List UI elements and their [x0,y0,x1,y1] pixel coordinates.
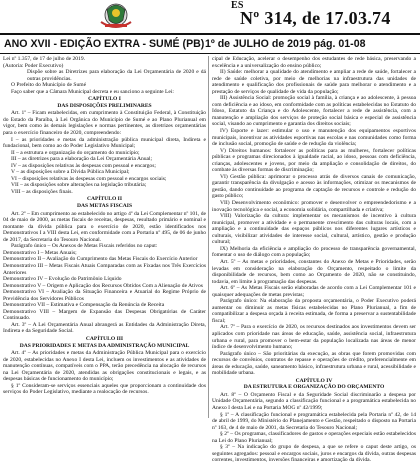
article-4: Art. 4º – As prioridades e metas da Administração Pública Municipal para o exercício de 2020, estabelecidas no Anexo I desta Lei, incluem os investimentos e as atividades de manutenção contínuas, compatíveis com o PPA, terão precedência na alocação de recursos na Lei Orçamentária de 2020, atendidas as obrigações constitucionais e legais, e as despesas básicas de funcionamento do município; [3,350,206,383]
demonstrativo-3: Demonstrativo III – Metas Fiscais Atuais Comparadas com as Fixadas nos Três Exercícios Anteriores [3,262,206,276]
chapter-4-number: CAPÍTULO IV [295,377,333,384]
edition-label: ANO XVII - EDIÇÃO EXTRA - SUMÉ (PB) [4,38,205,50]
chapter-4-title: DA ESTRUTURA E ORGANIZAÇÃO DO ORÇAMENTO [243,384,385,391]
item-6: VI – disposições relativas às despesas com pessoal e encargos sociais; [11,175,167,182]
chapter-3-title: DAS PRIORIDADES E METAS DA ADMINISTRAÇÃO MUNICIPAL [19,342,190,349]
chapter-1-title: DAS DISPOSIÇÕES PRELIMINARES [57,102,152,109]
right-item-3: III) Assistência Social: promoção social à família, à criança e ao adolescente, à pessoa com deficiência e ao idoso, em conformidade com as políticas estabelecidas no Estatuto do Idoso, Estatuto da Criança e do Adolescente, fortalecer a rede de assistência, com a manutenção e ampliação dos serviços de proteção social básica e especial de assistência social, visando ao cumprimento e garantia dos direitos sociais; [212,95,416,128]
right-item-8: VIII) Valorização da cultura: implementar os mecanismos de incentivo à cultura municipal, promover a atividade e o permanente crescimento das culturas locais, com a ampliação e a continuidade das espaços públicos nos diferentes lugares artísticos e culturais, visibilizar atividades de interesse social, cultural, artístico, gestão e produção cultural; [212,213,416,246]
article-1: Art. 1º – Ficam estabelecidas, em cumprimento à Constituição Federal, à Constituição do Estado da Paraíba, à Lei Orgânica do Município de Sumé e ao Plano Plurianual em vigor, bem como às demais legislações e normas pertinentes, as diretrizes orçamentárias para o exercício financeiro de 2020, compreendendo: [3,110,206,137]
demonstrativo-1: Demonstrativo I – Metas Anuais; [3,249,77,256]
right-item-6: VI) Gestão pública: aprimorar o processo atrás de diversos canais de comunicação, garantir transparência da divulgação e acesso às informações, otimizar os mecanismos de gestão, dando continuidade ao programa de captação de recursos e controle e redução do gasto público; [212,173,416,200]
right-item-2: II) Saúde: melhorar a qualidade do atendimento e ampliar a rede de saúde, fortalecer a rede de saúde coletiva, por meio de melhorias na infraestrutura das unidades de atendimento e qualificação dos profissionais de saúde para melhorar o atendimento e a prestação de serviços de qualidade de vida da população; [212,69,416,95]
article-3: Art. 3º – A Lei Orçamentária Anual abrangerá as Entidades da Administração Direta, Indireta e da Seguridade Social. [3,321,206,335]
right-article-5: Art. 5º – As metas e prioridades, constantes do Anexo de Metas e Prioridades, serão levadas em consideração na elaboração do Orçamento, respeitado o limite da disponibilidade de recursos, bem como ao Orçamento de 2020, não se constituindo, todavia, em limite à programação das despesas. [212,258,416,285]
law-title: Lei nº 1.357, de 17 de julho de 2019. [3,56,85,62]
right-article-8-paragraph-2: § 2º – Os programas, classificadores de gastos e operações especiais estão estabelecidos na Lei do Plano Plurianual; [212,431,416,444]
right-item-7: VII) Desenvolvimento econômico: promover e desenvolver o empreendedorismo e a inovação tecnológica e social, a economia solidária, compartilhada e criativa; [212,200,416,213]
law-author: (Autoria: Poder Executivo) [3,62,64,69]
demonstrativo-4: Demonstrativo IV – Evolução do Patrimônio Líquido [3,276,122,283]
edition-rule [0,53,420,54]
edition-date-pages: 1º de JULHO de 2019 pág. 01-08 [205,38,366,50]
demonstrativo-6: Demonstrativo VI – Avaliação da Situação Financeira e Atuarial do Regime Próprio de Previdência dos Servidores Públicos [3,289,206,302]
preamble-line-2: Faço saber que a Câmara Municipal decreta e eu sanciono a seguinte Lei: [11,88,174,95]
right-article-7-paragraph: Parágrafo único – São prioritárias da execução, as obras que forem promovidas com recursos de convênios, contratos de repasse e operações de crédito, preferencialmente em áreas de educação, saúde, saneamento básico, infraestrutura urbana e rural, acessibilidade e mobilidade urbana. [212,350,416,377]
right-item-9: IX) Melhoria da eficiência e ampliação do processo de transparência governamental, fomentar o uso de diálogo com a população; [212,245,416,259]
demonstrativo-2: Demonstrativo II – Avaliação do Cumprimento das Metas Fiscais do Exercício Anterior [3,256,198,263]
masthead-rule [0,33,420,35]
item-4: IV – as disposições relativas às despesas com pessoal e encargos; [11,162,156,169]
right-item-4: IV) Esporte e lazer: estimular o uso e manutenção dos equipamentos esportivos municipais, incentivar as atividades esportivas nas escolas e nas comunidades como forma de inclusão social, promoção de saúde e de redução da violência; [212,128,416,148]
item-8: VIII – as disposições finais. [11,188,73,195]
item-2: II – a estrutura e organização do orçamento do município; [11,149,140,156]
right-column [212,56,416,464]
demonstrativo-7: Demonstrativo VII – Estimativa e Compensação da Renúncia de Receita [3,302,165,309]
paragraph-unique: Parágrafo único – Os Anexos de Metas Fiscais referidos no caput: [11,243,158,250]
right-item-5: V) Direitos humanos: fortalecer as políticas para as mulheres, fortalecer políticas públicas e programas direcionados à igualdade racial, ao idoso, pessoas com deficiência, crianças, adolescentes e jovens, por meio da ampliação e consolidação de direitos, do combate às diversas formas de discriminação; [212,147,416,174]
demonstrativo-8: Demonstrativo VIII – Margem de Expansão das Despesas Obrigatórias de Caráter Continuado. [3,308,206,322]
right-article-8-paragraph-3: § 3º – Na indicação do grupo de despesa, a que se refere o caput deste artigo, os seguintes agregados: pessoal e encargos sociais, juros e encargos da dívida, outras despesas correntes, investimentos, inversões financeiras e amortização da dívida. [212,444,416,464]
right-article-8: Art. 8º – O Orçamento Fiscal e da Seguridade Social discriminarão a despesa por Unidade Orçamentária, segundo a classificação funcional e a programática estabelecida no Anexo I desta Lei e na Portaria MOG nº 42/1999; [212,391,416,411]
preamble-line-1: O Prefeito do Município de Sumé [11,82,87,89]
article-2: Art. 2º – Em cumprimento ao estabelecido no artigo 4º da Lei Complementar nº 101, de 04 de maio de 2000, as metas fiscais de receitas, despesas, resultado primário e nominal e montante da dívida pública para o exercício de 2020, estão identificados nos Demonstrativos I a VIII desta Lei, em conformidade com a Portaria nº 495, de 06 de junho de 2017, da Secretaria do Tesouro Nacional. [3,210,206,243]
demonstrativo-5: Demonstrativo V – Origem e Aplicação dos Recursos Obtidos Com a Alienação de Ativos [3,282,203,289]
item-3: III – as diretrizes para a elaboração da Lei Orçamentária Anual; [11,156,153,163]
chapter-3-number: CAPÍTULO III [85,335,124,342]
edition-banner [0,38,420,52]
right-article-7: Art. 7º – Para o exercício de 2020, os recursos destinados aos investimentos devem ser aplicados com prioridade nas áreas de educação, saúde, assistência social, infraestrutura urbana e rural, para promover o bem-estar da população localizada nas áreas de menor índice de desenvolvimento humano; [212,324,416,351]
item-7: VII – as disposições sobre alterações na legislação tributária; [11,182,147,189]
left-column [3,56,206,418]
right-article-8-paragraph-1: § 1º – A classificação funcional e programática estabelecida pela Portaria nº 42, de 14 de abril de 1999, do Ministério do Planejamento e Gestão, respeitado o disposto na Portaria nº 163, de 4 de maio de 2001, da Secretaria do Tesouro Nacional; [212,411,416,431]
item-1: I – as prioridades e metas da administração pública municipal direta, Indireta e fundacional, bem como ao do Poder Legislativo Municipal; [3,136,206,150]
law-ementa: Dispõe sobre as Diretrizes para elaboração da Lei Orçamentária de 2020 e dá outras providências. [27,69,206,82]
municipal-crest-icon [93,2,139,30]
right-item-1: cipal de Educação, acelerar o desempenho dos estudantes de rede básica, preservando a excelência e a universalização do ensino público; [212,56,416,69]
masthead [0,0,420,32]
right-article-6: Art. 6º – As Metas Fiscais serão elaboradas de acordo com a Lei Complementar 101 e quaisquer adequações de metas previstas; [212,285,416,298]
article-4-paragraph-1: § 1º Consideram-se serviços essenciais aqueles que proporcionam a continuidade dos serviços do Poder Legislativo, mediante a realocação de recursos. [3,382,206,396]
right-article-6-paragraph: Parágrafo único: Na elaboração da proposta orçamentária, o Poder Executivo poderá aumentar ou diminuir as metas físicas estabelecidas no Plano Plurianual, a fim de compatibilizar a despesa orçada à receita estimada, de forma a preservar a sustentabilidade fiscal; [212,298,416,324]
edition-number-date: Nº 314, de 17.03.74 [240,8,391,28]
item-5: V – as disposições sobre a Dívida Pública Municipal; [11,169,130,176]
column-divider [208,56,209,418]
chapter-2-title: DAS METAS FISCAIS [76,203,133,210]
masthead-subtitle: ES [231,0,244,11]
chapter-1-number: CAPÍTULO I [88,96,121,103]
chapter-2-number: CAPÍTULO II [87,196,122,203]
